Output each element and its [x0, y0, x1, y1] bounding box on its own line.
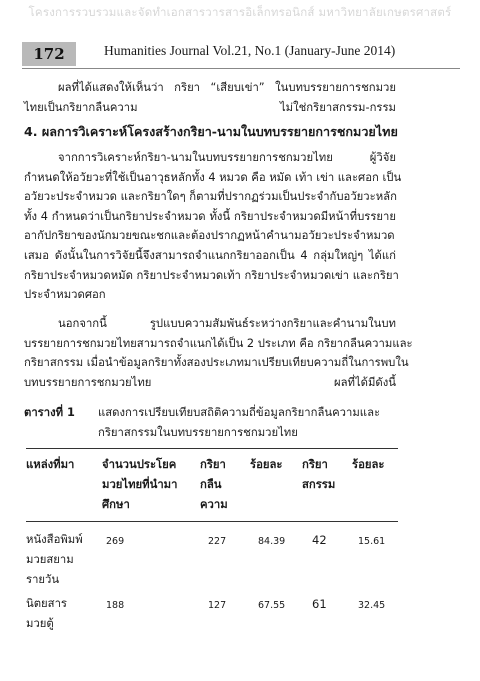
header-rule — [22, 68, 460, 69]
header-transitive-pct: ร้อยละ — [352, 458, 385, 471]
cell-transitive: 42 — [312, 533, 327, 547]
caption-text: กริยาสกรรมในบทบรรยายการชกมวยไทย — [98, 426, 298, 439]
text-line: กริยาประจำหมวดหมัด กริยาประจำหมวดเท้า กริยาประจำหมวดเข่า และกริยา — [24, 268, 399, 282]
cell-transitive-pct: 32.45 — [358, 600, 386, 611]
page-number: 172 — [22, 42, 76, 66]
text-line: อวัยวะประจำหมวด และกริยาใดๆ ก็ตามที่ปรากฏร่วมเป็นประจำกับอวัยวะหลัก — [24, 190, 397, 204]
header-sentences: จำนวนประโยค มวยไทยที่นำมา ศึกษา — [102, 458, 178, 511]
header-cognate-pct: ร้อยละ — [250, 458, 283, 471]
text-line: กำหนดให้อวัยวะที่ใช้เป็นอาวุธหลักทั้ง 4 หมวด คือ หมัด เท้า เข่า และศอก เป็น — [24, 170, 402, 184]
header-source: แหล่งที่มา — [26, 458, 75, 471]
cell-cognate-pct: 84.39 — [258, 536, 286, 547]
text-line: นอกจากนี้ รูปแบบความสัมพันธ์ระหว่างกริยาและคำนามในบท — [58, 317, 396, 330]
cell-source: นิตยสาร มวยตู้ — [26, 597, 67, 630]
cell-transitive-pct: 15.61 — [358, 536, 386, 547]
header-cognate: กริยา กลืน ความ — [200, 458, 228, 511]
text-line: บรรยายการชกมวยไทยสามารถจำแนกได้เป็น 2 ประเภท คือ กริยากลืนความและ — [24, 336, 413, 350]
cell-sentences: 188 — [106, 600, 125, 611]
text-line: อากัปกริยาของนักมวยขณะชกและต้องปรากฏหน้าคำนามอวัยวะประจำหมวด — [24, 229, 395, 243]
text-line: บทบรรยายการชกมวยไทย ผลที่ได้มีดังนี้ — [24, 375, 396, 389]
text-line: จากการวิเคราะห์กริยา-นามในบทบรรยายการชกมวยไทย ผู้วิจัย — [58, 151, 396, 164]
data-table — [26, 448, 398, 634]
caption-text: แสดงการเปรียบเทียบสถิติความถี่ข้อมูลกริยากลืนความและ — [98, 406, 381, 419]
watermark-text: โครงการรวบรวมและจัดทำเอกสารวารสารอิเล็กทรอนิกส์ มหาวิทยาลัยเกษตรศาสตร์ — [28, 5, 452, 19]
text-line: ผลที่ได้แสดงให้เห็นว่า กริยา “เสียบเข่า” ในบทบรรยายการชกมวย — [58, 81, 396, 94]
page-header — [22, 36, 460, 70]
paragraph-3 — [24, 314, 413, 392]
paragraph-2 — [24, 148, 402, 305]
text-line: ทั้ง 4 กำหนดว่าเป็นกริยาประจำหมวด ทั้งนี้ กริยาประจำหมวดมีหน้าที่บรรยาย — [24, 209, 396, 223]
table-row — [26, 590, 398, 634]
table-row — [26, 522, 398, 591]
cell-cognate-pct: 67.55 — [258, 600, 286, 611]
table-label: ตารางที่ 1 — [24, 406, 75, 419]
table-caption — [24, 403, 380, 443]
cell-transitive: 61 — [312, 597, 327, 611]
text-line: กริยาสกรรม เมื่อนำข้อมูลกริยาทั้งสองประเภทมาเปรียบเทียบความถี่ในการพบใน — [24, 356, 409, 370]
cell-sentences: 269 — [106, 536, 125, 547]
journal-title: Humanities Journal Vol.21, No.1 (January-June 2014) — [104, 43, 396, 58]
cell-cognate: 227 — [208, 536, 227, 547]
text-line: ประจำหมวดศอก — [24, 288, 106, 302]
cell-source: หนังสือพิมพ์ มวยสยาม รายวัน — [26, 533, 83, 586]
text-line: เสมอ ดังนั้นในการวิจัยนี้จึงสามารถจำแนกกริยาออกเป็น 4 กลุ่มใหญ่ๆ ได้แก่ — [24, 248, 396, 262]
table-header-row — [26, 449, 398, 522]
cell-cognate: 127 — [208, 600, 227, 611]
text-line: ไทยเป็นกริยากลืนความ ไม่ใช่กริยาสกรรม-กรรม — [24, 100, 396, 114]
header-transitive: กริยา สกรรม — [302, 458, 336, 491]
section-heading: 4. ผลการวิเคราะห์โครงสร้างกริยา-นามในบทบรรยายการชกมวยไทย — [24, 124, 398, 139]
paragraph-1 — [24, 78, 396, 117]
